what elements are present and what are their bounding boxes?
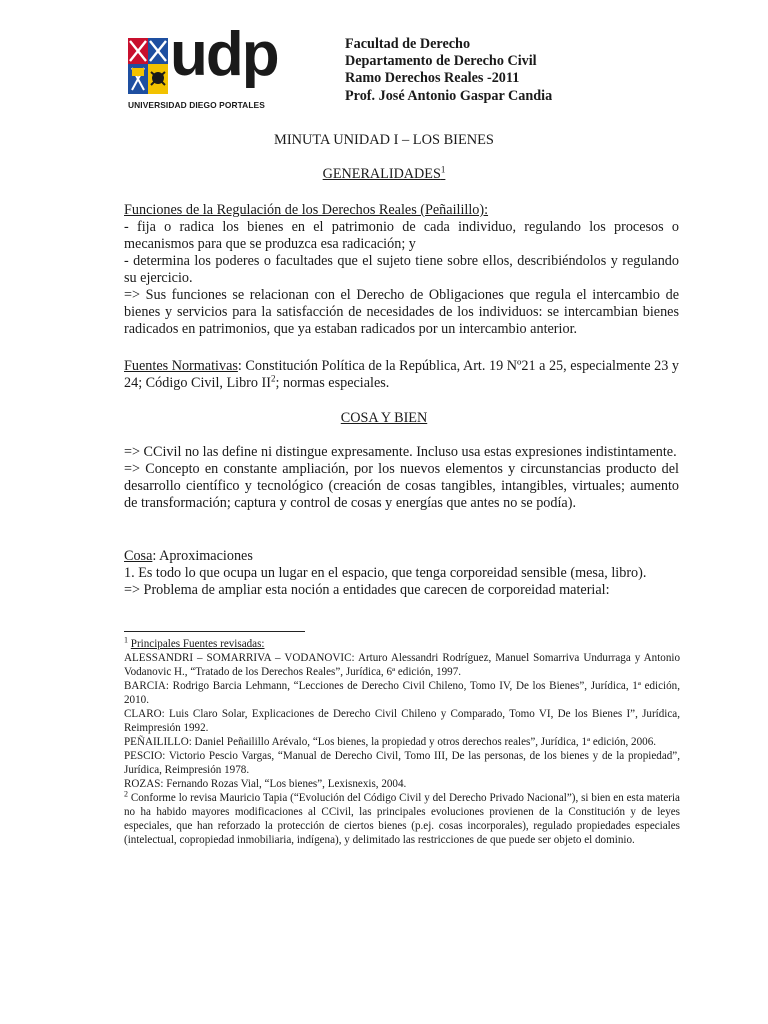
footnote-ref-1[interactable]: 1 (440, 164, 446, 175)
footnote-1-number: 1 (124, 635, 128, 645)
footnote-2-text: Conforme lo revisa Mauricio Tapia (“Evolución del Código Civil y del Derecho Privado Nacional”), si bien en esta materia no ha habido mayores modificaciones al CCivil, las principales evoluciones provienen de la Constitución y de leyes especiales, que han reforzado la protección de ciertos bienes (p.ej. cosas incorporales), regulado propiedades especiales (intelectual, copropiedad inmobiliaria, indígena), y delimitado las restricciones de que puede ser objeto el dominio. (124, 792, 680, 846)
funciones-item-3: => Sus funciones se relacionan con el Derecho de Obligaciones que regula el intercambio de bienes y servicios para la satisfacción de necesidades de los individuos: se intercambian bienes radicados en patrimonios, que ya estaban radicados por un intercambio anterior. (124, 287, 679, 337)
page-title: MINUTA UNIDAD I – LOS BIENES (274, 132, 494, 148)
cosa-y-bien-p1: => CCivil no las define ni distingue expresamente. Incluso usa estas expresiones indistintamente. (124, 444, 677, 460)
footnote-2-number: 2 (124, 789, 128, 799)
funciones-item-2: - determina los poderes o facultades que el sujeto tiene sobre ellos, describiéndolos y regulando su ejercicio. (124, 253, 679, 286)
udp-wordmark: udp (170, 20, 278, 89)
footnotes (124, 637, 680, 847)
funciones-label: Funciones de la Regulación de los Derechos Reales (Peñailillo): (124, 202, 489, 218)
funciones-section (124, 202, 679, 338)
footnote-2 (124, 791, 680, 847)
funciones-item-1: - fija o radica los bienes en el patrimonio de cada individuo, regulando los procesos o mecanismos para que se produzca esa radicación; y (124, 219, 679, 252)
source-claro: CLARO: Luis Claro Solar, Explicaciones de Derecho Civil Chileno y Comparado, Tomo VI, De los Bienes I”, Jurídica, Reimpresión 1992. (124, 708, 680, 734)
cosa-p2: => Problema de ampliar esta noción a entidades que carecen de corporeidad material: (124, 582, 610, 598)
fuentes-text-end: ; normas especiales. (275, 375, 390, 391)
source-barcia: BARCIA: Rodrigo Barcia Lehmann, “Lecciones de Derecho Civil Chileno, Tomo IV, De los Bienes”, Jurídica, 1ª edición, 2010. (124, 680, 680, 706)
professor-line: Prof. José Antonio Gaspar Candia (345, 87, 553, 104)
source-alessandri: ALESSANDRI – SOMARRIVA – VODANOVIC: Arturo Alessandri Rodríguez, Manuel Somarriva Undurraga y Antonio Vodanovic H., “Tratado de los Derechos Reales”, Jurídica, 6ª edición, 1997. (124, 652, 680, 678)
cosa-p1: 1. Es todo lo que ocupa un lugar en el espacio, que tenga corporeidad sensible (mesa, libro). (124, 565, 647, 581)
cosa-heading (124, 548, 679, 565)
course-line: Ramo Derechos Reales -2011 (345, 70, 520, 87)
cosa-y-bien-p2: => Concepto en constante ampliación, por los nuevos elementos y circunstancias producto del desarrollo científico y tecnológico (creación de cosas tangibles, intangibles, virtuales; aumento de transformación; captura y control de cosas y energías que antes no se podía). (124, 461, 679, 511)
footnote-ref-2[interactable]: 2 (271, 373, 276, 384)
generalidades-heading (0, 166, 768, 183)
footnote-divider (124, 631, 305, 632)
faculty-line: Facultad de Derecho (345, 36, 471, 52)
cosa-section (124, 548, 679, 599)
department-line: Departamento de Derecho Civil (345, 53, 537, 70)
source-penailillo: PEÑAILILLO: Daniel Peñailillo Arévalo, “Los bienes, la propiedad y otros derechos reales”, Jurídica, 1ª edición, 2006. (124, 736, 657, 748)
footnote-1-label: Principales Fuentes revisadas: (130, 638, 265, 650)
fuentes-paragraph (124, 358, 679, 392)
fuentes-label: Fuentes Normativas (124, 358, 238, 374)
source-rozas: ROZAS: Fernando Rozas Vial, “Los bienes”, Lexisnexis, 2004. (124, 778, 407, 790)
course-header (345, 36, 552, 105)
udp-logo (126, 20, 296, 116)
generalidades-heading-text: GENERALIDADES (322, 166, 441, 182)
fuentes-text: : Constitución Política de la República, Art. 19 Nº21 a 25, especialmente 23 y 24; Código Civil, Libro II (124, 358, 680, 391)
university-crest-icon (128, 38, 168, 94)
source-pescio: PESCIO: Victorio Pescio Vargas, “Manual de Derecho Civil, Tomo III, De las personas, de los bienes y de la propiedad”, Jurídica, Reimpresión 1978. (124, 750, 680, 776)
cosa-y-bien-section (124, 444, 679, 512)
cosa-y-bien-heading: COSA Y BIEN (340, 410, 428, 426)
cosa-label-rest: : Aproximaciones (152, 548, 253, 564)
footnote-1-heading (124, 637, 680, 651)
cosa-label: Cosa (124, 548, 153, 564)
udp-caption: UNIVERSIDAD DIEGO PORTALES (128, 100, 265, 110)
